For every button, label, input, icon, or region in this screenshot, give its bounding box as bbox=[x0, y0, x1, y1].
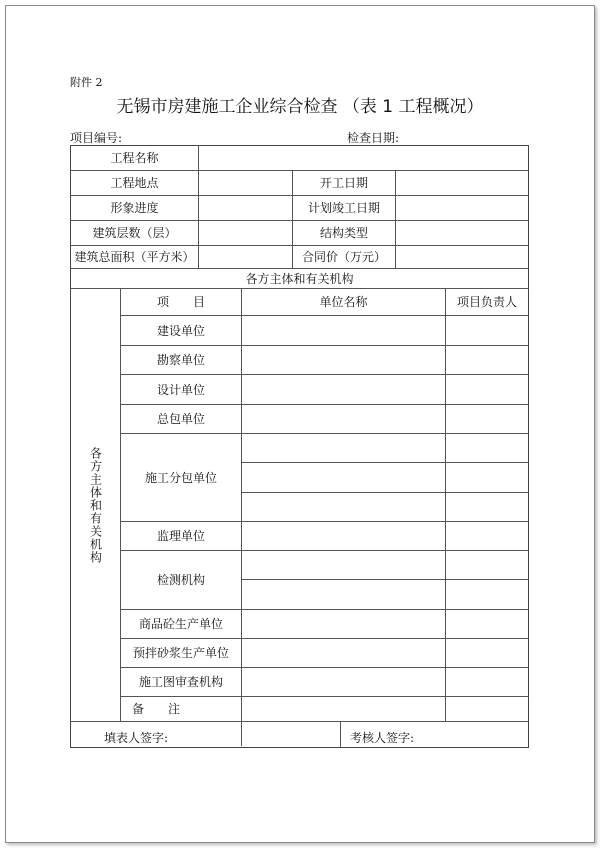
label-progress: 形象进度 bbox=[110, 201, 159, 215]
label-project-location: 工程地点 bbox=[110, 176, 159, 190]
remarks-input[interactable] bbox=[242, 697, 528, 721]
filler-signature-label: 填表人签字: bbox=[104, 731, 169, 745]
col-header-manager: 项目负责人 bbox=[456, 295, 517, 309]
label-floors: 建筑层数（层） bbox=[92, 226, 177, 240]
label-contract-price: 合同价（万元） bbox=[301, 250, 386, 264]
input-structure-type[interactable] bbox=[396, 221, 528, 245]
parties-side-label: 各方主体和有关机构 bbox=[88, 446, 103, 564]
col-header-unit-name: 单位名称 bbox=[319, 295, 368, 309]
row-label-drawing-review: 施工图审查机构 bbox=[138, 675, 223, 689]
attachment-label: 附件 2 bbox=[70, 76, 103, 89]
row-label-concrete: 商品砼生产单位 bbox=[138, 617, 223, 631]
input-project-name[interactable] bbox=[199, 146, 528, 170]
row-label-mortar: 预拌砂浆生产单位 bbox=[132, 646, 229, 660]
input-floors[interactable] bbox=[199, 221, 292, 245]
label-planned-completion: 计划竣工日期 bbox=[307, 201, 380, 215]
label-structure-type: 结构类型 bbox=[319, 226, 368, 240]
input-total-area[interactable] bbox=[199, 246, 292, 268]
reviewer-signature-label: 考核人签字: bbox=[350, 731, 415, 745]
label-project-name: 工程名称 bbox=[110, 151, 159, 165]
project-number-label: 项目编号: bbox=[70, 131, 123, 145]
input-start-date[interactable] bbox=[396, 171, 528, 195]
label-total-area: 建筑总面积（平方米） bbox=[74, 250, 195, 264]
row-label-subcontractor: 施工分包单位 bbox=[144, 470, 217, 485]
input-planned-completion[interactable] bbox=[396, 196, 528, 220]
row-label-supervision: 监理单位 bbox=[156, 529, 205, 543]
section-header-parties: 各方主体和有关机构 bbox=[245, 271, 354, 286]
row-label-design: 设计单位 bbox=[156, 382, 205, 397]
col-header-item: 项 目 bbox=[156, 295, 205, 309]
input-progress[interactable] bbox=[199, 196, 292, 220]
input-contract-price[interactable] bbox=[396, 246, 528, 268]
row-label-general-contractor: 总包单位 bbox=[156, 412, 205, 426]
check-date-label: 检查日期: bbox=[347, 131, 400, 145]
row-label-construction: 建设单位 bbox=[156, 323, 205, 338]
remarks-label: 备 注 bbox=[131, 702, 180, 716]
label-start-date: 开工日期 bbox=[319, 176, 368, 190]
row-label-survey: 勘察单位 bbox=[156, 353, 205, 367]
input-project-location[interactable] bbox=[199, 171, 292, 195]
page-title: 无锡市房建施工企业综合检查 （表 1 工程概况） bbox=[116, 97, 484, 117]
row-label-testing: 检测机构 bbox=[156, 573, 205, 587]
